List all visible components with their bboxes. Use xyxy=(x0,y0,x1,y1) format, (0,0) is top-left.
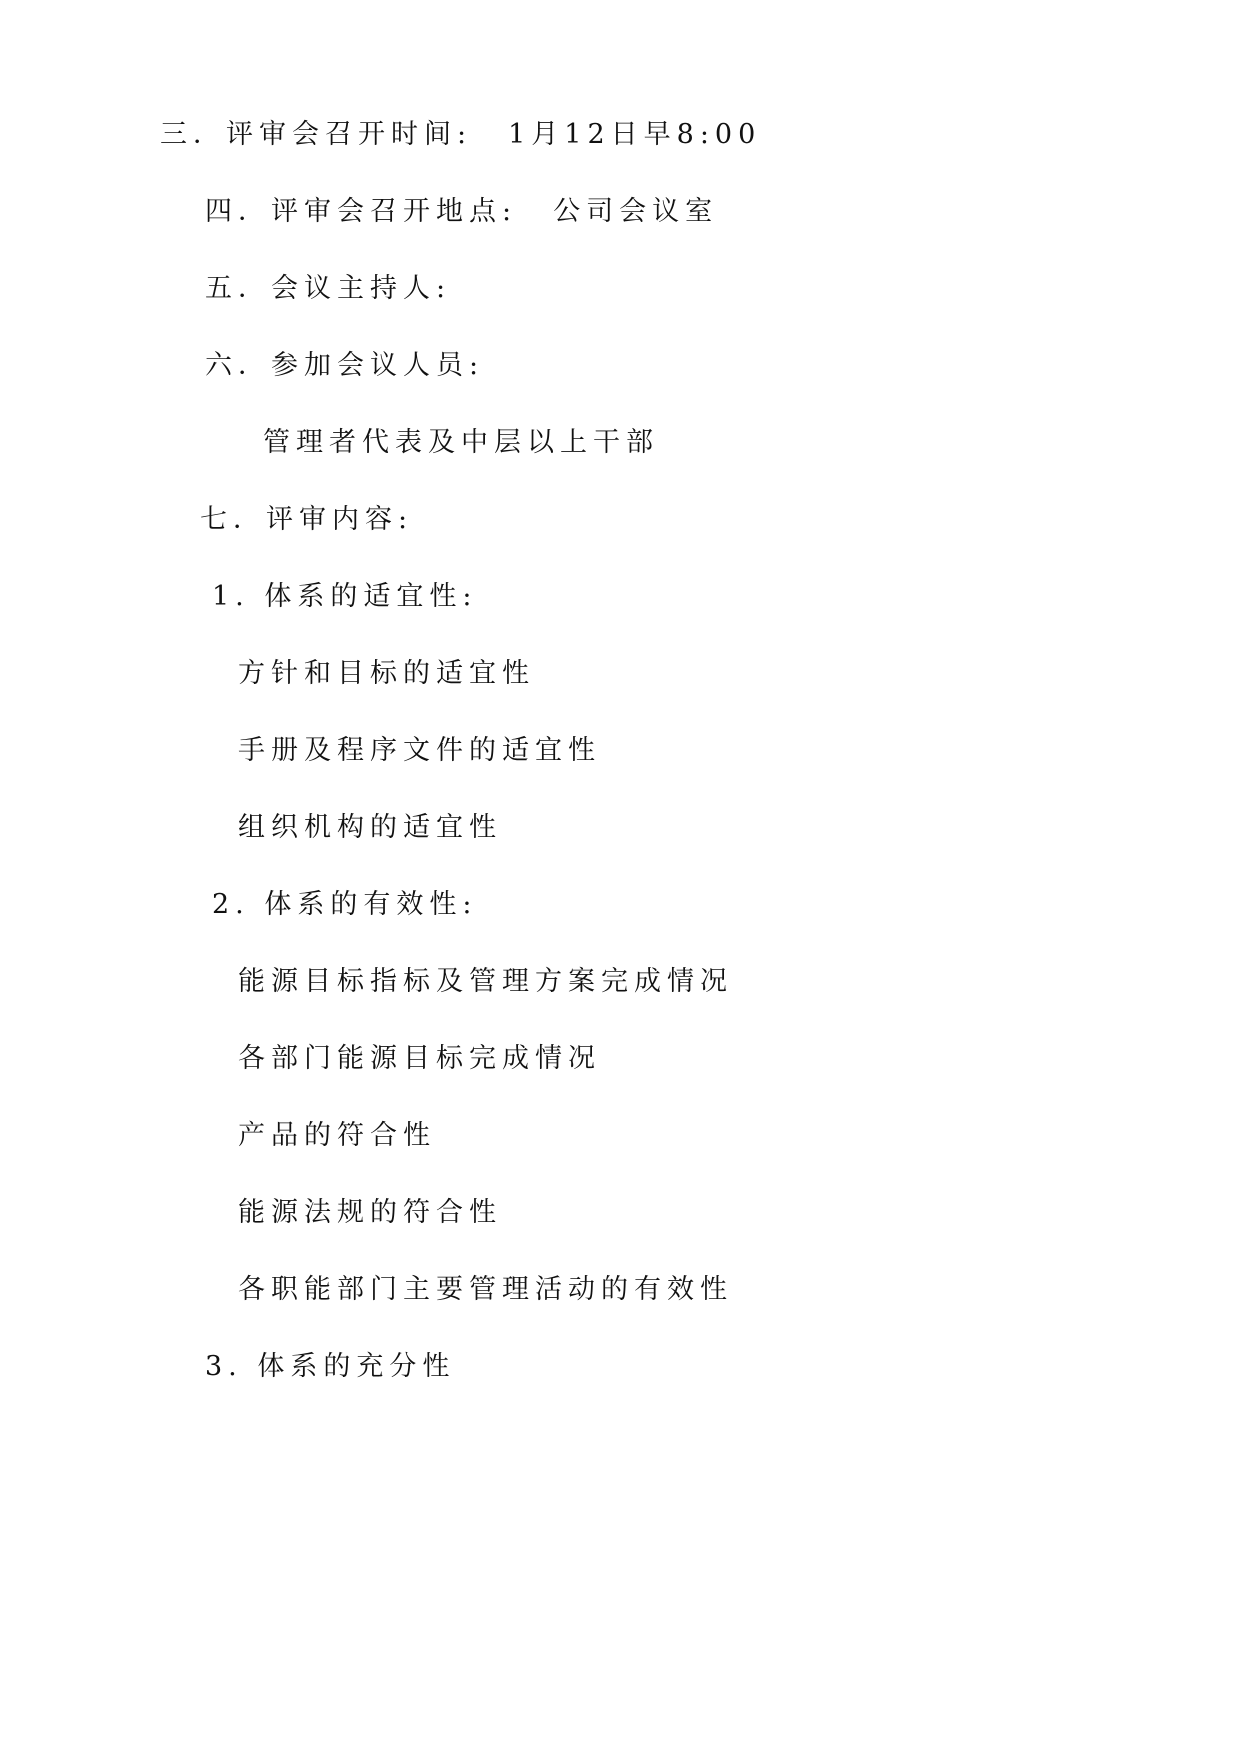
meeting-location-value: 公司会议室 xyxy=(553,196,719,227)
meeting-host-line xyxy=(205,271,451,307)
list-item: 能源目标指标及管理方案完成情况 xyxy=(238,966,733,997)
suitability-heading: 1. 体系的适宜性: xyxy=(212,581,478,612)
meeting-time-line xyxy=(160,117,761,153)
meeting-time-value: 1月12日早8:00 xyxy=(508,119,762,150)
list-item: 各职能部门主要管理活动的有效性 xyxy=(238,1274,733,1305)
adequacy-heading: 3. 体系的充分性 xyxy=(205,1351,456,1382)
list-item: 组织机构的适宜性 xyxy=(238,812,502,843)
list-item: 能源法规的符合性 xyxy=(238,1197,502,1228)
meeting-host-label: 五．会议主持人: xyxy=(205,273,452,304)
attendees-line xyxy=(205,348,484,384)
list-item: 手册及程序文件的适宜性 xyxy=(238,735,601,766)
list-item: 各部门能源目标完成情况 xyxy=(238,1043,601,1074)
review-content-heading: 七．评审内容: xyxy=(200,504,414,535)
effectiveness-heading: 2. 体系的有效性: xyxy=(212,889,478,920)
list-item: 方针和目标的适宜性 xyxy=(238,658,535,689)
list-item: 产品的符合性 xyxy=(238,1120,436,1151)
meeting-time-label: 三．评审会召开时间: xyxy=(160,119,473,150)
attendees-label: 六．参加会议人员: xyxy=(205,350,485,381)
meeting-location-line xyxy=(205,194,718,230)
attendees-value: 管理者代表及中层以上干部 xyxy=(263,427,659,458)
meeting-location-label: 四．评审会召开地点: xyxy=(205,196,518,227)
